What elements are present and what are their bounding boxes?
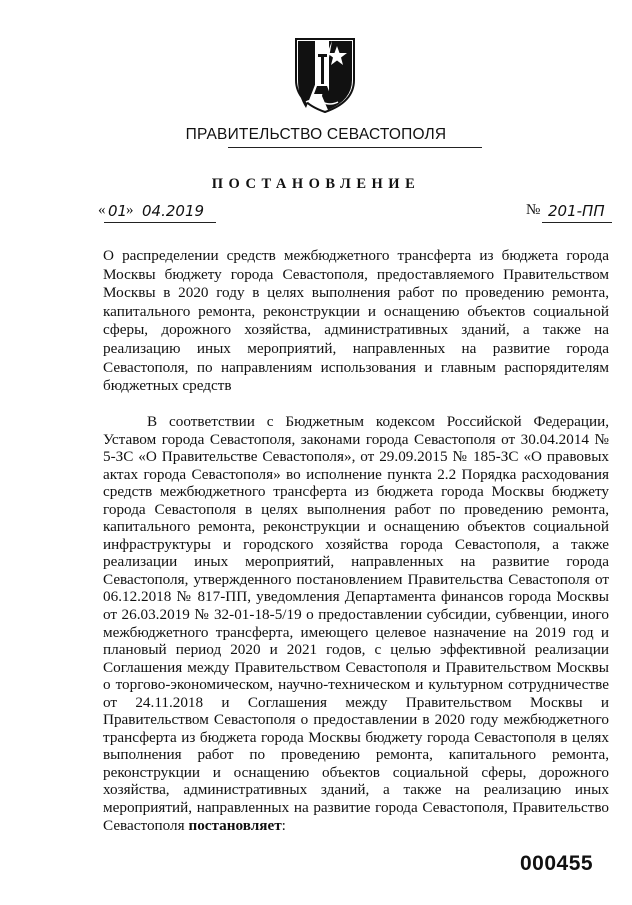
date-open-quote: « <box>98 202 106 218</box>
date-day: 01 <box>108 202 128 220</box>
date-underline <box>104 222 216 223</box>
number-underline <box>542 222 612 223</box>
document-type: ПОСТАНОВЛЕНИЕ <box>211 176 421 192</box>
document-date <box>98 200 218 226</box>
body-end: : <box>281 816 286 834</box>
government-name: ПРАВИТЕЛЬСТВО СЕВАСТОПОЛЯ <box>185 126 447 143</box>
number-sign: № <box>526 202 541 218</box>
date-month-year: 04.2019 <box>142 202 205 220</box>
document-number <box>500 200 612 226</box>
body-text: В соответствии с Бюджетным кодексом Российской Федерации, Уставом города Севастополя, законами города Севастополя от 30.04.2014 № 5-ЗС «О Правительстве Севастополя», от 29.09.2015 № 185-ЗС «О правовых актах города Севастополя» во исполнение пункта 2.2 Порядка расходования средств межбюджетного трансферта из бюджета города Москвы бюджету города Севастополя в целях выполнения работ по проведению ремонта, капитального ремонта, реконструкции и оснащению объектов социальной инфраструктуры и городского хозяйства города Севастополя, а также реализации иных мероприятий, направленных на развитие города Севастополя, утвержденного постановлением Правительства Севастополя от 06.12.2018 № 817-ПП, уведомления Департамента финансов города Москвы от 26.03.2019 № 32-01-18-5/19 о предоставлении субсидии, субвенции, иного межбюджетного трансферта, имеющего целевое назначение на 2019 год и плановый период 2020 и 2021 годов, с целью эффективной реализации Соглашения между Правительством Севастополя и Правительством Москвы о торгово-экономическом, научно-техническом и культурном сотрудничестве от 24.11.2018 и Соглашения между Правительством Москвы и Правительством Севастополя о предоставлении в 2020 году межбюджетного трансферта из бюджета города Москвы бюджету города Севастополя в целях выполнения работ по проведению ремонта, капитального ремонта, реконструкции и оснащению объектов социальной сферы, дорожного хозяйства, административных зданий, а также на реализацию иных мероприятий, направленных на развитие города Севастополя, Правительство Севастополя <box>103 413 609 834</box>
coat-of-arms-icon <box>292 36 358 114</box>
body-paragraph <box>103 413 609 834</box>
number-value: 201-ПП <box>548 202 605 220</box>
page-stamp-number: 000455 <box>520 852 594 875</box>
document-title: О распределении средств межбюджетного трансферта из бюджета города Москвы бюджету города Севастополя, предоставляемого Правительством Москвы в 2020 году в целях выполнения работ по проведению ремонта, капитального ремонта, реконструкции и оснащению объектов социальной сферы, дорожного хозяйства, административных зданий, а также на реализацию иных мероприятий, направленных на развитие города Севастополя, по направлениям использования и главным распорядителям бюджетных средств <box>103 247 609 395</box>
header-divider <box>228 147 482 148</box>
date-close-quote: » <box>126 202 134 218</box>
body-verb: постановляет <box>188 816 282 834</box>
